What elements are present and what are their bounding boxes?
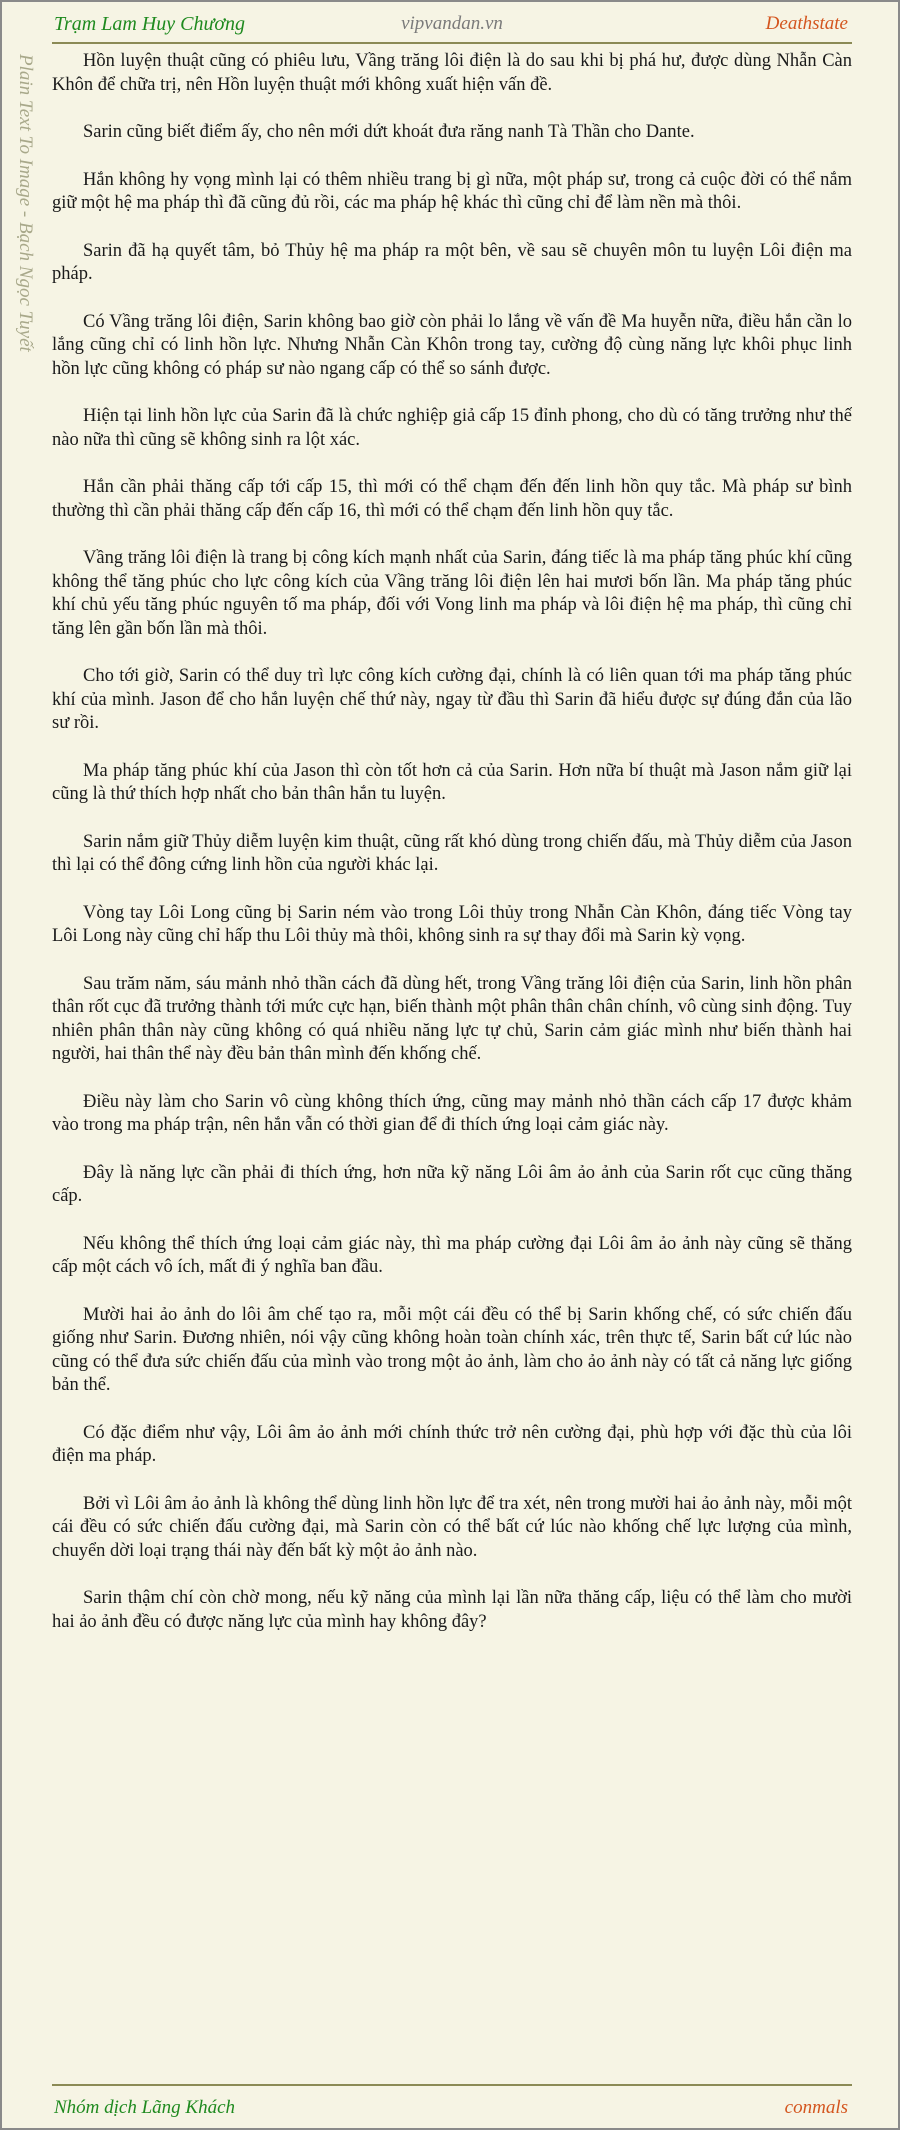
paragraph-3: Hắn không hy vọng mình lại có thêm nhiều trang bị gì nữa, một pháp sư, trong cả cuộc đời có thể nắm giữ một hệ ma pháp thì đã cũng đủ rồi, các ma pháp hệ khác thì cũng chỉ để làm nền mà thôi. — [52, 169, 852, 213]
paragraph-2: Sarin cũng biết điểm ấy, cho nên mới dứt khoát đưa răng nanh Tà Thần cho Dante. — [83, 122, 695, 142]
paragraph-20: Sarin thậm chí còn chờ mong, nếu kỹ năng của mình lại lần nữa thăng cấp, liệu có thể làm cho mười hai ảo ảnh đều có được năng lực của mình hay không đây? — [52, 1588, 852, 1632]
side-watermark — [12, 54, 38, 414]
paragraph-19: Bởi vì Lôi âm ảo ảnh là không thể dùng linh hồn lực để tra xét, nên trong mười hai ảo ảnh này, mỗi một cái đều có sức chiến đấu cường đại, mà Sarin còn có thể bất cứ lúc nào khống chế lực lượng của mình, chuyển dời loại trạng thái này đến bất kỳ một ảo ảnh nào. — [52, 1493, 852, 1561]
paragraph-14: Điều này làm cho Sarin vô cùng không thích ứng, cũng may mảnh nhỏ thần cách cấp 17 được khảm vào trong ma pháp trận, nên hắn vẫn có thời gian để đi thích ứng loại cảm giác này. — [52, 1091, 852, 1135]
paragraph-9: Cho tới giờ, Sarin có thể duy trì lực công kích cường đại, chính là có liên quan tới ma pháp tăng phúc khí của mình. Jason để cho hắn luyện chế thứ này, ngay từ đầu thì Sarin đã hiểu được sự đúng đắn của lão sư rồi. — [52, 666, 852, 733]
paragraph-16: Nếu không thể thích ứng loại cảm giác này, thì ma pháp cường đại Lôi âm ảo ảnh này cũng sẽ thăng cấp một cách vô ích, mất đi ý nghĩa ban đầu. — [52, 1233, 852, 1277]
footer-translator-group: Nhóm dịch Lãng Khách — [54, 2097, 236, 2118]
paragraph-4: Sarin đã hạ quyết tâm, bỏ Thủy hệ ma pháp ra một bên, về sau sẽ chuyên môn tu luyện Lôi điện ma pháp. — [52, 240, 852, 284]
paragraph-6: Hiện tại linh hồn lực của Sarin đã là chức nghiệp giả cấp 15 đỉnh phong, cho dù có tăng trưởng như thế nào nữa thì cũng sẽ không sinh ra lột xác. — [52, 406, 852, 450]
paragraph-10: Ma pháp tăng phúc khí của Jason thì còn tốt hơn cả của Sarin. Hơn nữa bí thuật mà Jason nắm giữ lại cũng là thứ thích hợp nhất cho bản thân hắn tu luyện. — [52, 760, 852, 804]
paragraph-1: Hồn luyện thuật cũng có phiêu lưu, Vầng trăng lôi điện là do sau khi bị phá hư, được dùng Nhẫn Càn Khôn để chữa trị, nên Hồn luyện thuật mới không xuất hiện vấn đề. — [52, 51, 852, 95]
paragraph-17: Mười hai ảo ảnh do lôi âm chế tạo ra, mỗi một cái đều có thể bị Sarin khống chế, có sức chiến đấu giống như Sarin. Đương nhiên, nói vậy cũng không hoàn toàn chính xác, trên thực tế, Sarin bất cứ lúc nào cũng có thể đưa sức chiến đấu của mình vào trong một ảo ảnh, làm cho ảo ảnh này có tất cả năng lực giống bản thể. — [52, 1304, 852, 1395]
header-author: Deathstate — [765, 13, 848, 34]
page-header — [52, 2, 852, 44]
paragraph-5: Có Vầng trăng lôi điện, Sarin không bao giờ còn phải lo lắng về vấn đề Ma huyễn nữa, điều hắn cần lo lắng cũng chỉ có linh hồn lực. Nhưng Nhẫn Càn Khôn trong tay, cường độ cùng năng lực khôi phục linh hồn lực cũng không có pháp sư nào ngang cấp có thể so sánh được. — [52, 311, 852, 379]
paragraph-15: Đây là năng lực cần phải đi thích ứng, hơn nữa kỹ năng Lôi âm ảo ảnh của Sarin rốt cục cũng thăng cấp. — [52, 1162, 852, 1206]
paragraph-12: Vòng tay Lôi Long cũng bị Sarin ném vào trong Lôi thủy trong Nhẫn Càn Khôn, đáng tiếc Vòng tay Lôi Long này cũng chỉ hấp thu Lôi thủy mà thôi, không sinh ra sự thay đổi mà Sarin kỳ vọng. — [52, 902, 852, 946]
paragraph-18: Có đặc điểm như vậy, Lôi âm ảo ảnh mới chính thức trở nên cường đại, phù hợp với đặc thù của lôi điện ma pháp. — [52, 1422, 852, 1466]
paragraph-11: Sarin nắm giữ Thủy diễm luyện kim thuật, cũng rất khó dùng trong chiến đấu, mà Thủy diễm của Jason thì lại có thể đông cứng linh hồn của người khác lại. — [52, 831, 852, 875]
page-footer — [52, 2084, 852, 2126]
header-website: vipvandan.vn — [401, 13, 503, 34]
header-site-name: Trạm Lam Huy Chương — [54, 13, 246, 35]
paragraph-7: Hắn cần phải thăng cấp tới cấp 15, thì mới có thể chạm đến đến linh hồn quy tắc. Mà pháp sư bình thường thì cần phải thăng cấp đến cấp 16, thì mới có thể chạm đến linh hồn quy tắc. — [52, 477, 852, 521]
paragraph-8: Vầng trăng lôi điện là trang bị công kích mạnh nhất của Sarin, đáng tiếc là ma pháp tăng phúc khí cũng không thể tăng phúc cho lực công kích của Vầng trăng lôi điện lên hai mươi bốn lần. Ma pháp tăng phúc khí chủ yếu tăng phúc nguyên tố ma pháp, đối với Vong linh ma pháp và lôi điện hệ ma pháp, thì cũng chỉ tăng lên gần bốn lần mà thôi. — [52, 548, 852, 639]
chapter-body — [52, 50, 852, 2076]
page — [2, 2, 898, 2128]
footer-editor: conmals — [784, 2097, 848, 2118]
side-watermark-text: Plain Text To Image - Bạch Ngọc Tuyết — [15, 54, 36, 352]
paragraph-13: Sau trăm năm, sáu mảnh nhỏ thần cách đã dùng hết, trong Vầng trăng lôi điện của Sarin, linh hồn phân thân rốt cục đã trưởng thành tới mức cực hạn, biến thành một phân thân chân chính, vô cùng sinh động. Tuy nhiên phân thân này cũng không có quá nhiều năng lực tự chủ, Sarin cảm giác mình như biến thành hai người, hai thân thể này đều bản thân mình đến khống chế. — [52, 973, 852, 1064]
